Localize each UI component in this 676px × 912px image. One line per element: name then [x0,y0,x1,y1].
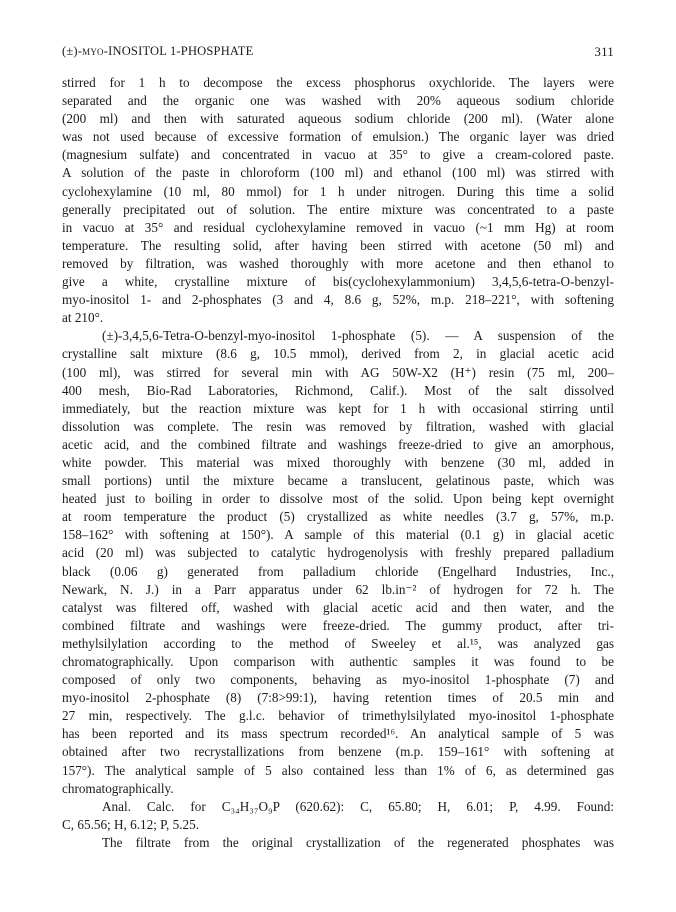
text-line: chromatographically. Upon comparison with authentic samples it was found to be [62,654,614,669]
text-line: chromatographically. [62,780,174,796]
text-line: The filtrate from the original crystallization of the regenerated phosphates was [102,834,614,850]
text-line: in vacuo at 35° and residual cyclohexylamine removed in vacuo (~1 mm Hg) at room [62,219,614,235]
text-line: white powder. This material was mixed thoroughly with benzene (30 ml, added in [62,454,614,470]
analysis-line: Anal. Calc. for C₃₄H₃₇O₉P (620.62): C, 65.80; H, 6.01; P, 4.99. Found: [102,798,614,814]
text-line: composed of only two components, behaving as myo-inositol 1-phosphate (7) and [62,672,614,688]
text-line: myo-inositol 1- and 2-phosphates (3 and 4, 8.6 g, 52%, m.p. 218–221°, with softening [62,292,614,308]
text-line: (100 ml), was stirred for several min with AG 50W-X2 (H⁺) resin (75 ml, 200– [62,364,614,380]
text-line: was not used because of excessive formation of emulsion.) The organic layer was dried [62,129,614,145]
text-line: Newark, N. J.) in a Parr apparatus under 62 lb.in⁻² of hydrogen for 72 h. The [62,581,614,597]
text-line: obtained after two recrystallizations from benzene (m.p. 159–161° with softening at [62,744,614,760]
text-line: cyclohexylamine (10 ml, 80 mmol) for 1 h under nitrogen. During this time a solid [62,183,614,199]
text-line: myo-inositol 2-phosphate (8) (7:8>99:1), having retention times of 20.5 min and [62,690,614,706]
body-text [62,74,614,852]
text-line: 158–162° with softening at 150°). A sample of this material (0.1 g) in glacial acetic [62,527,614,543]
text-line: at 210°. [62,310,104,326]
text-line: 157°). The analytical sample of 5 also contained less than 1% of 6, as determined gas [62,762,614,778]
text-line: immediately, but the reaction mixture was kept for 1 h with occasional stirring until [62,400,614,416]
text-line: 400 mesh, Bio-Rad Laboratories, Richmond, Calif.). Most of the salt dissolved [62,382,614,398]
text-line: dissolution was complete. The resin was removed by filtration, washed with glacial [62,418,614,434]
text-line: C, 65.56; H, 6.12; P, 5.25. [62,816,200,832]
text-line: (magnesium sulfate) and concentrated in vacuo at 35° to give a cream-colored paste. [62,147,614,163]
text-line: combined filtrate and washings were freeze-dried. The gummy product, after tri- [62,617,614,633]
text-line: crystalline salt mixture (8.6 g, 10.5 mmol), derived from 2, in glacial acetic acid [62,346,614,362]
running-title: (±)-myo-INOSITOL 1-PHOSPHATE [62,44,254,58]
text-line: give a white, crystalline mixture of bis(cyclohexylammonium) 3,4,5,6-tetra-O-benzyl- [62,274,614,290]
text-line: methylsilylation according to the method of Sweeley et al.¹⁵, was analyzed gas [62,635,614,651]
running-header [62,44,614,62]
text-line: generally precipitated out of solution. The entire mixture was concentrated to a paste [62,201,614,217]
text-line: small portions) until the mixture became a translucent, gelatinous paste, which was [62,473,614,489]
text-line: stirred for 1 h to decompose the excess phosphorus oxychloride. The layers were [62,75,614,90]
text-line: separated and the organic one was washed with 20% aqueous sodium chloride [62,93,614,109]
text-line: catalyst was filtered off, washed with glacial acetic acid and then water, and the [62,599,614,615]
page-number: 311 [594,44,614,59]
section-heading-line: (±)-3,4,5,6-Tetra-O-benzyl-myo-inositol 1-phosphate (5). — A suspension of the [102,328,614,344]
text-line: 27 min, respectively. The g.l.c. behavior of trimethylsilylated myo-inositol 1-phosphate [62,708,614,724]
text-line: has been reported and its mass spectrum recorded¹⁶. An analytical sample of 5 was [62,726,614,742]
text-line: acid (20 ml) was subjected to catalytic hydrogenolysis with freshly prepared palladium [62,545,614,561]
text-line: black (0.06 g) generated from palladium chloride (Engelhard Industries, Inc., [62,563,614,579]
text-line: removed by filtration, was washed thoroughly with more acetone and then ethanol to [62,255,614,271]
text-line: temperature. The resulting solid, after having been stirred with acetone (50 ml) and [62,237,614,253]
text-line: (200 ml) and then with saturated aqueous sodium chloride (200 ml). (Water alone [62,111,614,127]
text-line: at room temperature the product (5) crystallized as white needles (3.7 g, 57%, m.p. [62,509,614,525]
text-line: heated just to boiling in order to dissolve most of the solid. Upon being kept overnight [62,491,614,507]
text-line: acetic acid, and the combined filtrate and washings freeze-dried to give an amorphous, [62,436,614,452]
text-line: A solution of the paste in chloroform (100 ml) and ethanol (100 ml) was stirred with [62,165,614,181]
